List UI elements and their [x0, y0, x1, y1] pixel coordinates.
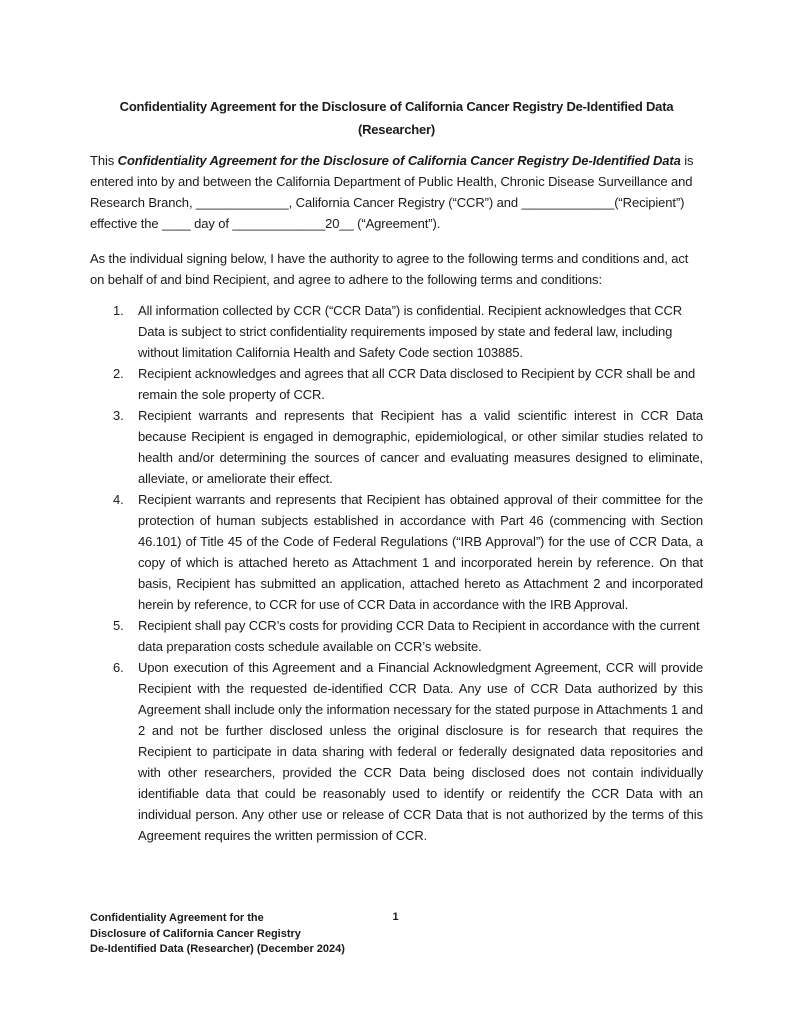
- term-item-1: [90, 300, 703, 363]
- term-text: Recipient acknowledges and agrees that all CCR Data disclosed to Recipient by CCR shall be and remain the sole property of CCR.: [138, 366, 696, 402]
- terms-list: [90, 300, 703, 846]
- term-number: 2.: [113, 366, 124, 381]
- doc-title-line1: Confidentiality Agreement for the Disclosure of California Cancer Registry De-Identified Data: [119, 99, 674, 114]
- term-text: Recipient shall pay CCR’s costs for providing CCR Data to Recipient in accordance with the current data preparation costs schedule available on CCR’s website.: [138, 618, 700, 654]
- page-number: 1: [392, 911, 399, 923]
- preamble-paragraph: As the individual signing below, I have the authority to agree to the following terms and conditions and, act on behalf of and bind Recipient, and agree to adhere to the following terms and conditions:: [90, 251, 689, 287]
- term-number: 1.: [113, 303, 124, 318]
- doc-title-line2: (Researcher): [357, 122, 436, 137]
- term-number: 4.: [113, 492, 124, 507]
- footer-line-2: Disclosure of California Cancer Registry: [90, 927, 301, 940]
- term-number: 3.: [113, 408, 124, 423]
- term-text: Upon execution of this Agreement and a Financial Acknowledgment Agreement, CCR will provide Recipient with the requested de-identified CCR Data. Any use of CCR Data authorized by this Agreement shall include only the information necessary for the stated purpose in Attachments 1 and 2 and not be further disclosed unless the original disclosure is for research that requires the Recipient to participate in data sharing with federal or federally designated data repositories and with other researchers, provided the CCR Data being disclosed does not contain individually identifiable data that could be reasonably used to identify or reidentify the CCR Data with an individual person. Any other use or release of CCR Data that is not authorized by the terms of this Agreement requires the written permission of CCR.: [138, 660, 703, 843]
- term-text: Recipient warrants and represents that Recipient has obtained approval of their committee for the protection of human subjects established in accordance with Part 46 (commencing with Section 46.101) of Title 45 of the Code of Federal Regulations (“IRB Approval”) for the use of CCR Data, a copy of which is attached hereto as Attachment 1 and incorporated herein by reference. On that basis, Recipient has submitted an application, attached hereto as Attachment 2 and incorporated herein by reference, to CCR for use of CCR Data in accordance with the IRB Approval.: [138, 492, 703, 612]
- term-item-3: [90, 405, 703, 489]
- term-number: 5.: [113, 618, 124, 633]
- term-text: Recipient warrants and represents that Recipient has a valid scientific interest in CCR Data because Recipient is engaged in demographic, epidemiological, or other similar studies related to health and/or determining the sources of cancer and evaluating measures designed to eliminate, alleviate, or ameliorate their effect.: [138, 408, 703, 486]
- intro-paragraph: [90, 150, 703, 234]
- intro-agreement-name: Confidentiality Agreement for the Disclosure of California Cancer Registry De-Identified Data: [117, 153, 681, 168]
- term-number: 6.: [113, 660, 124, 675]
- footer-line-1: Confidentiality Agreement for the: [90, 912, 264, 924]
- term-item-6: [90, 657, 703, 846]
- term-text: All information collected by CCR (“CCR Data”) is confidential. Recipient acknowledges that CCR Data is subject to strict confidentiality requirements imposed by state and federal law, including without limitation California Health and Safety Code section 103885.: [138, 303, 683, 360]
- document-content: [90, 95, 703, 846]
- intro-lead: This: [90, 153, 118, 168]
- term-item-2: [90, 363, 703, 405]
- term-item-4: [90, 489, 703, 615]
- doc-title: [90, 95, 703, 141]
- intro-body: is entered into by and between the California Department of Public Health, Chronic Disease Surveillance and Research Branch, _____________, California Cancer Registry (“CCR”) and _____________(“Recipient”) effective the ____ day of _____________20__ (“Agreement”).: [90, 153, 694, 231]
- footer-line-3: De-Identified Data (Researcher) (December 2024): [90, 943, 345, 955]
- term-item-5: [90, 615, 703, 657]
